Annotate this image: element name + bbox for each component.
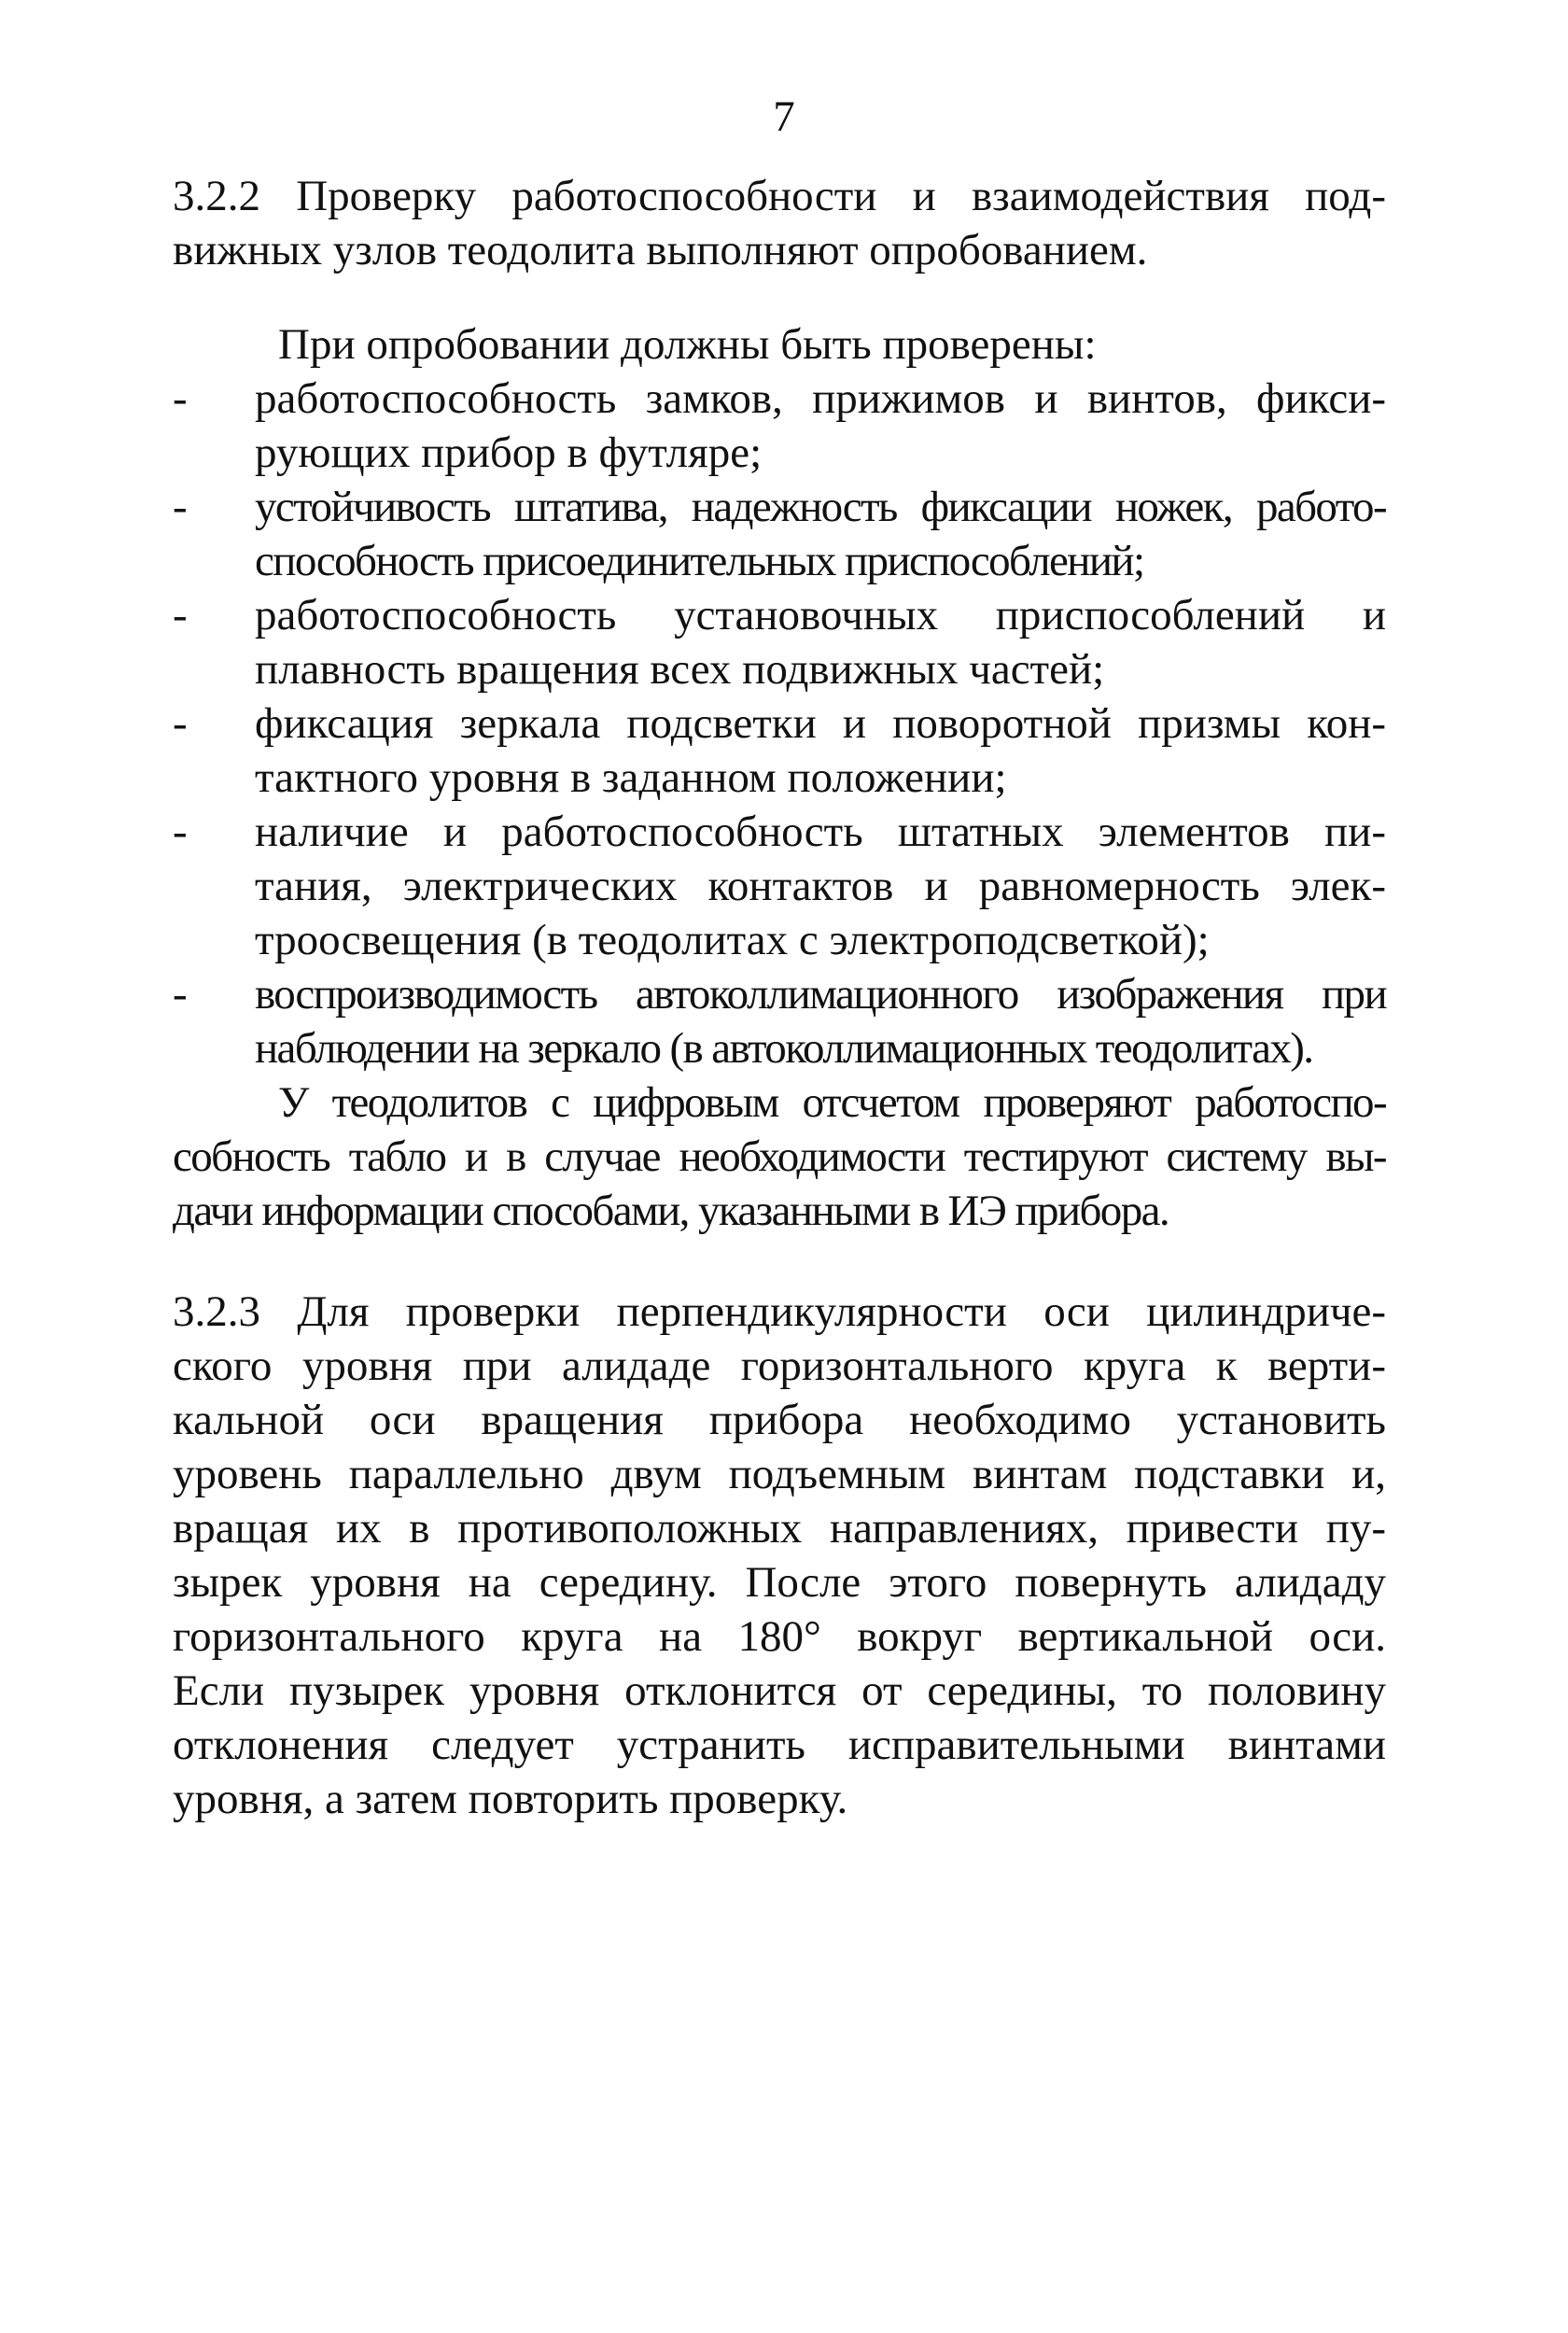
check-item-5-line-2: тания, электрических контактов и равномерность элек- [255, 862, 1386, 910]
digital-note-line-2: собность табло и в случае необходимости тестируют систему вы- [173, 1132, 1386, 1181]
section-3-2-3-line-5: вращая их в противоположных направлениях, привести пу- [173, 1504, 1386, 1553]
section-3-2-3-line-4: уровень параллельно двум подъемным винтам подставки и, [173, 1450, 1386, 1498]
check-item-1-line-1: работоспособность замков, прижимов и винтов, фикси- [255, 374, 1386, 423]
check-item-5-line-3: троосвещения (в теодолитах с электроподсветкой); [255, 916, 1210, 964]
testing-intro: При опробовании должны быть проверены: [278, 320, 1097, 369]
section-3-2-3-line-8: Если пузырек уровня отклонится от середины, то половину [173, 1666, 1386, 1715]
bullet-marker: - [173, 808, 188, 856]
section-3-2-3-line-10: уровня, а затем повторить проверку. [173, 1775, 848, 1823]
section-3-2-3-line-3: кальной оси вращения прибора необходимо установить [173, 1396, 1386, 1444]
check-item-2-line-1: устойчивость штатива, надежность фиксации ножек, работо- [255, 483, 1386, 531]
digital-note-line-1: У теодолитов с цифровым отсчетом проверяют работоспо- [278, 1078, 1386, 1127]
section-3-2-3-line-6: зырек уровня на середину. После этого повернуть алидаду [173, 1558, 1386, 1607]
bullet-marker: - [173, 374, 188, 423]
section-3-2-3-line-2: ского уровня при алидаде горизонтального круга к верти- [173, 1342, 1386, 1390]
check-item-3-line-2: плавность вращения всех подвижных частей; [255, 645, 1105, 694]
check-item-6-line-2: наблюдении на зеркало (в автоколлимационных теодолитах). [255, 1024, 1313, 1073]
check-item-5-line-1: наличие и работоспособность штатных элементов пи- [255, 808, 1386, 856]
section-3-2-3-line-1: 3.2.3 Для проверки перпендикулярности оси цилиндриче- [173, 1287, 1386, 1336]
section-3-2-3-line-7: горизонтального круга на 180° вокруг вертикальной оси. [173, 1612, 1386, 1661]
check-item-3-line-1: работоспособность установочных приспособлений и [255, 591, 1386, 639]
check-item-2-line-2: способность присоединительных приспособлений; [255, 537, 1144, 585]
bullet-marker: - [173, 483, 188, 531]
bullet-marker: - [173, 591, 188, 639]
check-item-6-line-1: воспроизводимость автоколлимационного изображения при [255, 970, 1386, 1019]
section-3-2-2-line-1: 3.2.2 Проверку работоспособности и взаимодействия под- [173, 172, 1386, 220]
bullet-marker: - [173, 699, 188, 748]
check-item-1-line-2: рующих прибор в футляре; [255, 429, 763, 477]
section-3-2-3-line-9: отклонения следует устранить исправительными винтами [173, 1721, 1386, 1769]
page-number: 7 [773, 92, 795, 141]
bullet-marker: - [173, 970, 188, 1019]
check-item-4-line-2: тактного уровня в заданном положении; [255, 753, 1007, 802]
check-item-4-line-1: фиксация зеркала подсветки и поворотной призмы кон- [255, 699, 1386, 748]
section-3-2-2-line-2: вижных узлов теодолита выполняют опробованием. [173, 226, 1148, 274]
digital-note-line-3: дачи информации способами, указанными в ИЭ прибора. [173, 1187, 1169, 1235]
